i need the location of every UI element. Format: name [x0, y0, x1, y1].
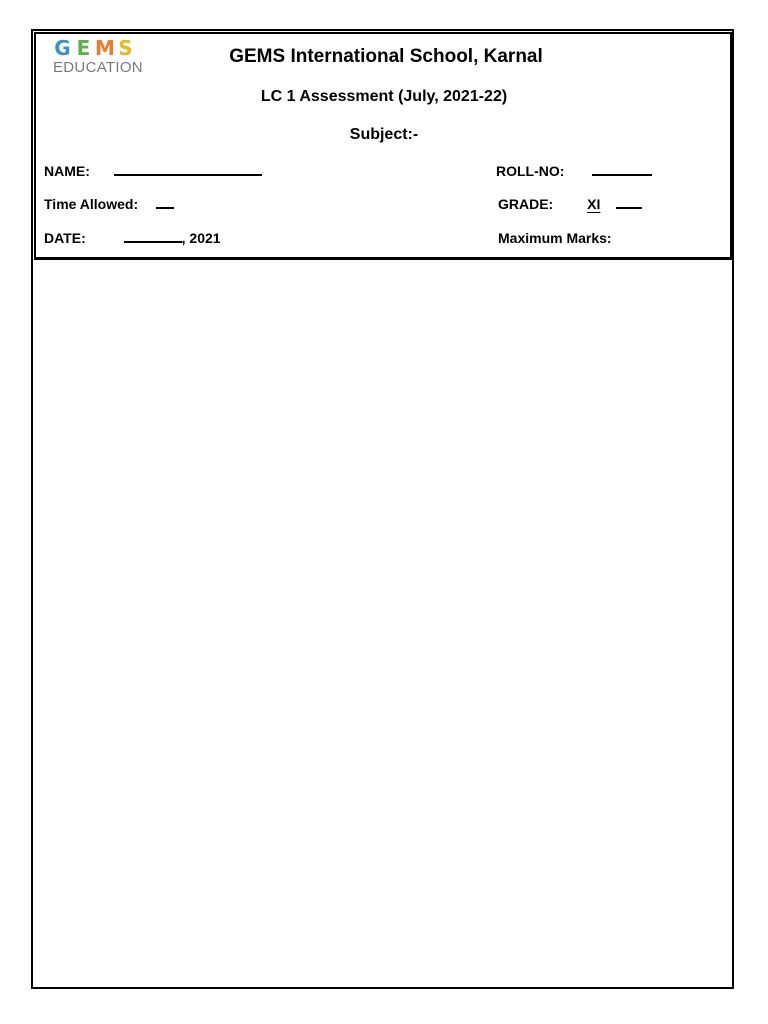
date-year: , 2021 [181, 230, 221, 246]
school-title: GEMS International School, Karnal [229, 46, 543, 67]
time-label: Time Allowed: [44, 196, 139, 212]
logo-letter-e: E [76, 36, 90, 60]
subject-title: Subject:- [349, 126, 419, 143]
max-marks-field [498, 230, 612, 246]
time-field [44, 196, 174, 212]
grade-label: GRADE: [498, 196, 554, 212]
date-label: DATE: [44, 230, 86, 246]
name-blank [114, 163, 262, 176]
roll-label: ROLL-NO: [496, 163, 565, 179]
date-field [44, 230, 221, 246]
time-blank [156, 196, 174, 209]
logo-subtitle: EDUCATION [53, 59, 143, 76]
date-blank [124, 230, 182, 243]
grade-blank [616, 196, 642, 209]
grade-value: XI [587, 196, 601, 212]
roll-field [496, 163, 652, 179]
roll-blank [592, 163, 652, 176]
logo-letter-g: G [54, 36, 70, 60]
grade-field [498, 196, 642, 212]
logo-letter-m: M [95, 36, 114, 60]
name-label: NAME: [44, 163, 90, 179]
assessment-title: LC 1 Assessment (July, 2021-22) [260, 88, 508, 105]
max-marks-label: Maximum Marks: [498, 230, 612, 246]
name-field [44, 163, 262, 179]
logo-letter-s: S [118, 36, 132, 60]
